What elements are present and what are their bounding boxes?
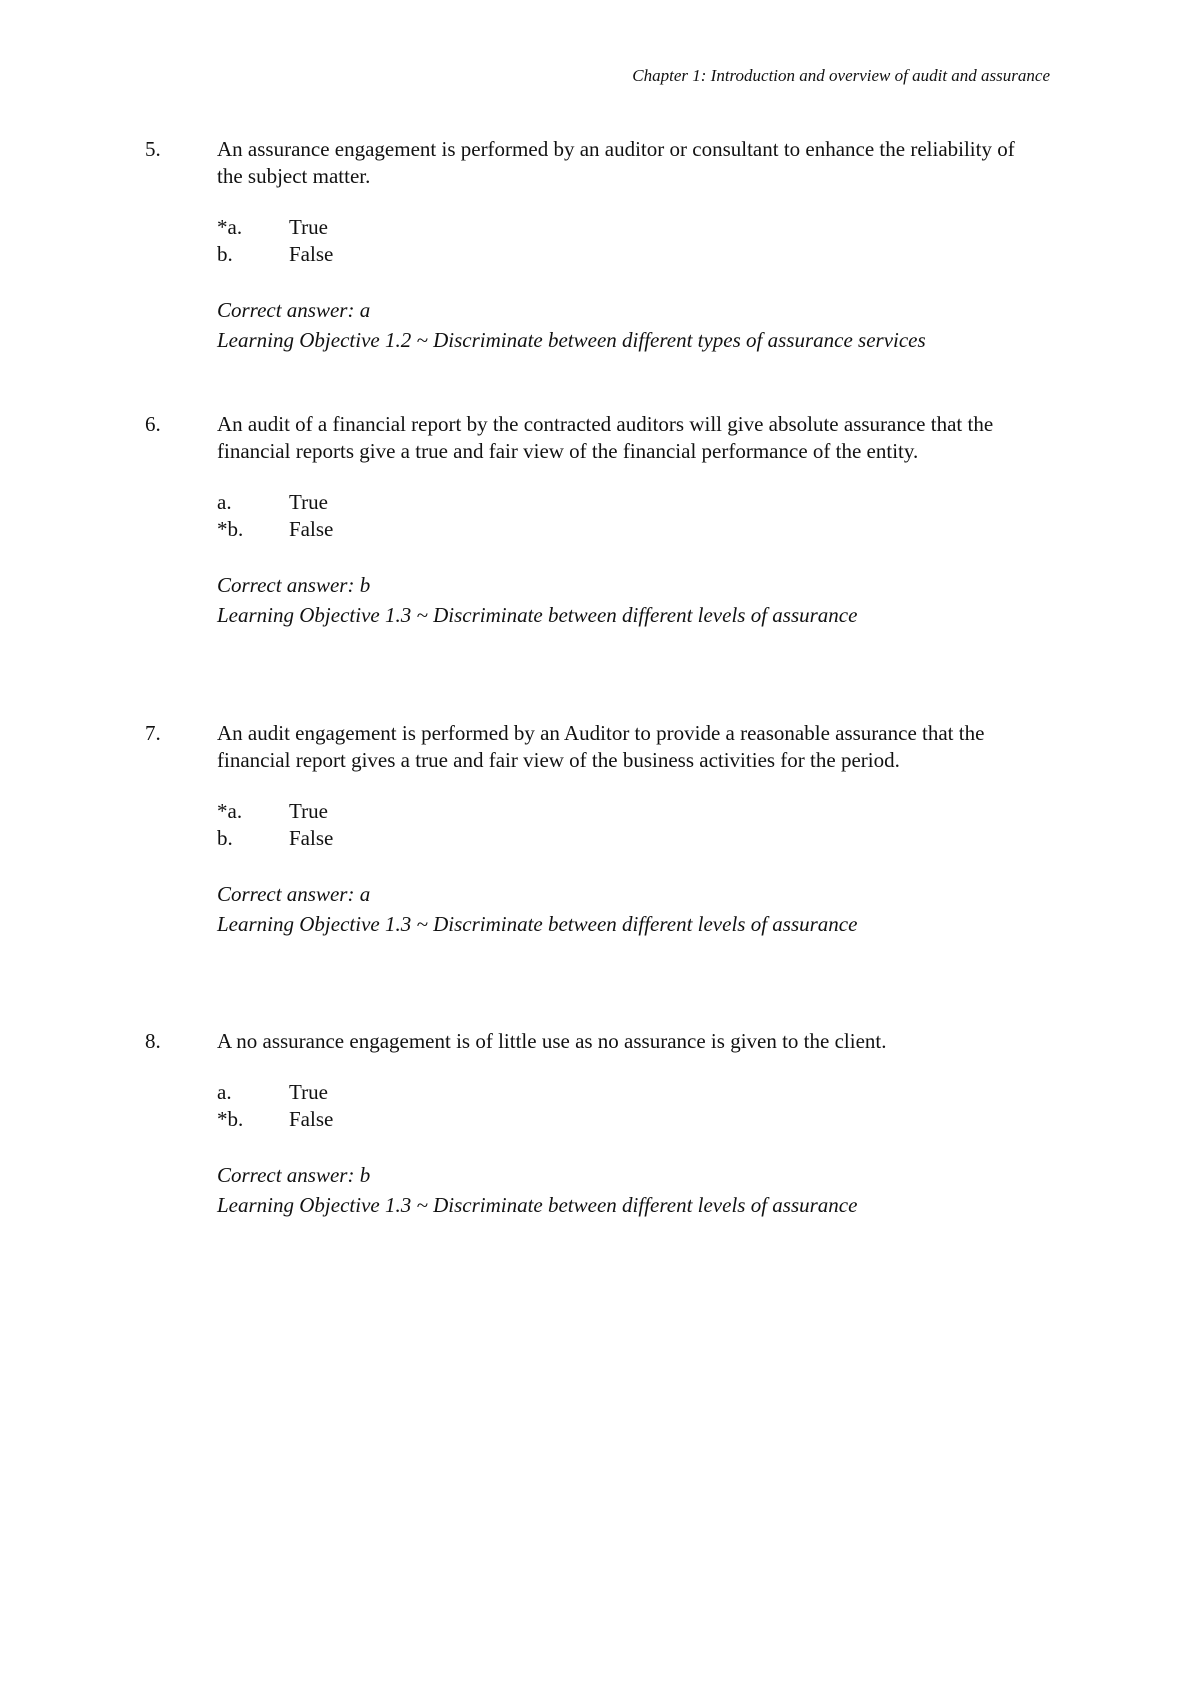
option-text: True — [289, 215, 328, 239]
answer-options — [217, 214, 1065, 268]
learning-objective: Learning Objective 1.3 ~ Discriminate between different levels of assurance — [217, 1193, 858, 1217]
question-number: 8. — [145, 1029, 161, 1053]
correct-answer: Correct answer: a — [217, 882, 371, 906]
option-text: False — [289, 1107, 334, 1131]
answer-meta — [217, 570, 1065, 630]
option-text: False — [289, 826, 334, 850]
learning-objective: Learning Objective 1.3 ~ Discriminate between different levels of assurance — [217, 912, 858, 936]
question-6 — [145, 411, 1065, 630]
option-text: True — [289, 1080, 328, 1104]
option-text: False — [289, 242, 334, 266]
answer-options — [217, 798, 1065, 852]
option-label: a. — [217, 1080, 232, 1104]
question-number: 7. — [145, 721, 161, 745]
option-text: True — [289, 490, 328, 514]
option-label: *b. — [217, 1107, 244, 1131]
option-text: False — [289, 517, 334, 541]
correct-answer: Correct answer: b — [217, 1163, 371, 1187]
option-label: b. — [217, 242, 233, 266]
option-a — [217, 214, 1065, 241]
question-5 — [145, 136, 1065, 355]
option-a — [217, 1079, 1065, 1106]
learning-objective: Learning Objective 1.2 ~ Discriminate between different types of assurance services — [217, 328, 926, 352]
option-text: True — [289, 799, 328, 823]
page-header: Chapter 1: Introduction and overview of audit and assurance — [632, 66, 1050, 85]
answer-meta — [217, 295, 1065, 355]
question-8 — [145, 1028, 1065, 1220]
question-text: An audit engagement is performed by an Auditor to provide a reasonable assurance that the financial report gives a true and fair view of the business activities for the period. — [217, 721, 985, 772]
correct-answer: Correct answer: b — [217, 573, 371, 597]
option-a — [217, 489, 1065, 516]
option-b — [217, 1106, 1065, 1133]
question-text: An audit of a financial report by the contracted auditors will give absolute assurance that the financial reports give a true and fair view of the financial performance of the entity. — [217, 412, 994, 463]
option-a — [217, 798, 1065, 825]
option-b — [217, 825, 1065, 852]
option-label: *b. — [217, 517, 244, 541]
question-number: 6. — [145, 412, 161, 436]
correct-answer: Correct answer: a — [217, 298, 371, 322]
option-label: *a. — [217, 799, 243, 823]
option-label: *a. — [217, 215, 243, 239]
question-number: 5. — [145, 137, 161, 161]
option-b — [217, 516, 1065, 543]
option-b — [217, 241, 1065, 268]
question-text: An assurance engagement is performed by an auditor or consultant to enhance the reliability of the subject matter. — [217, 137, 1015, 188]
question-text: A no assurance engagement is of little use as no assurance is given to the client. — [217, 1029, 887, 1053]
answer-meta — [217, 879, 1065, 939]
learning-objective: Learning Objective 1.3 ~ Discriminate between different levels of assurance — [217, 603, 858, 627]
answer-options — [217, 1079, 1065, 1133]
answer-options — [217, 489, 1065, 543]
option-label: a. — [217, 490, 232, 514]
answer-meta — [217, 1160, 1065, 1220]
option-label: b. — [217, 826, 233, 850]
question-7 — [145, 720, 1065, 939]
